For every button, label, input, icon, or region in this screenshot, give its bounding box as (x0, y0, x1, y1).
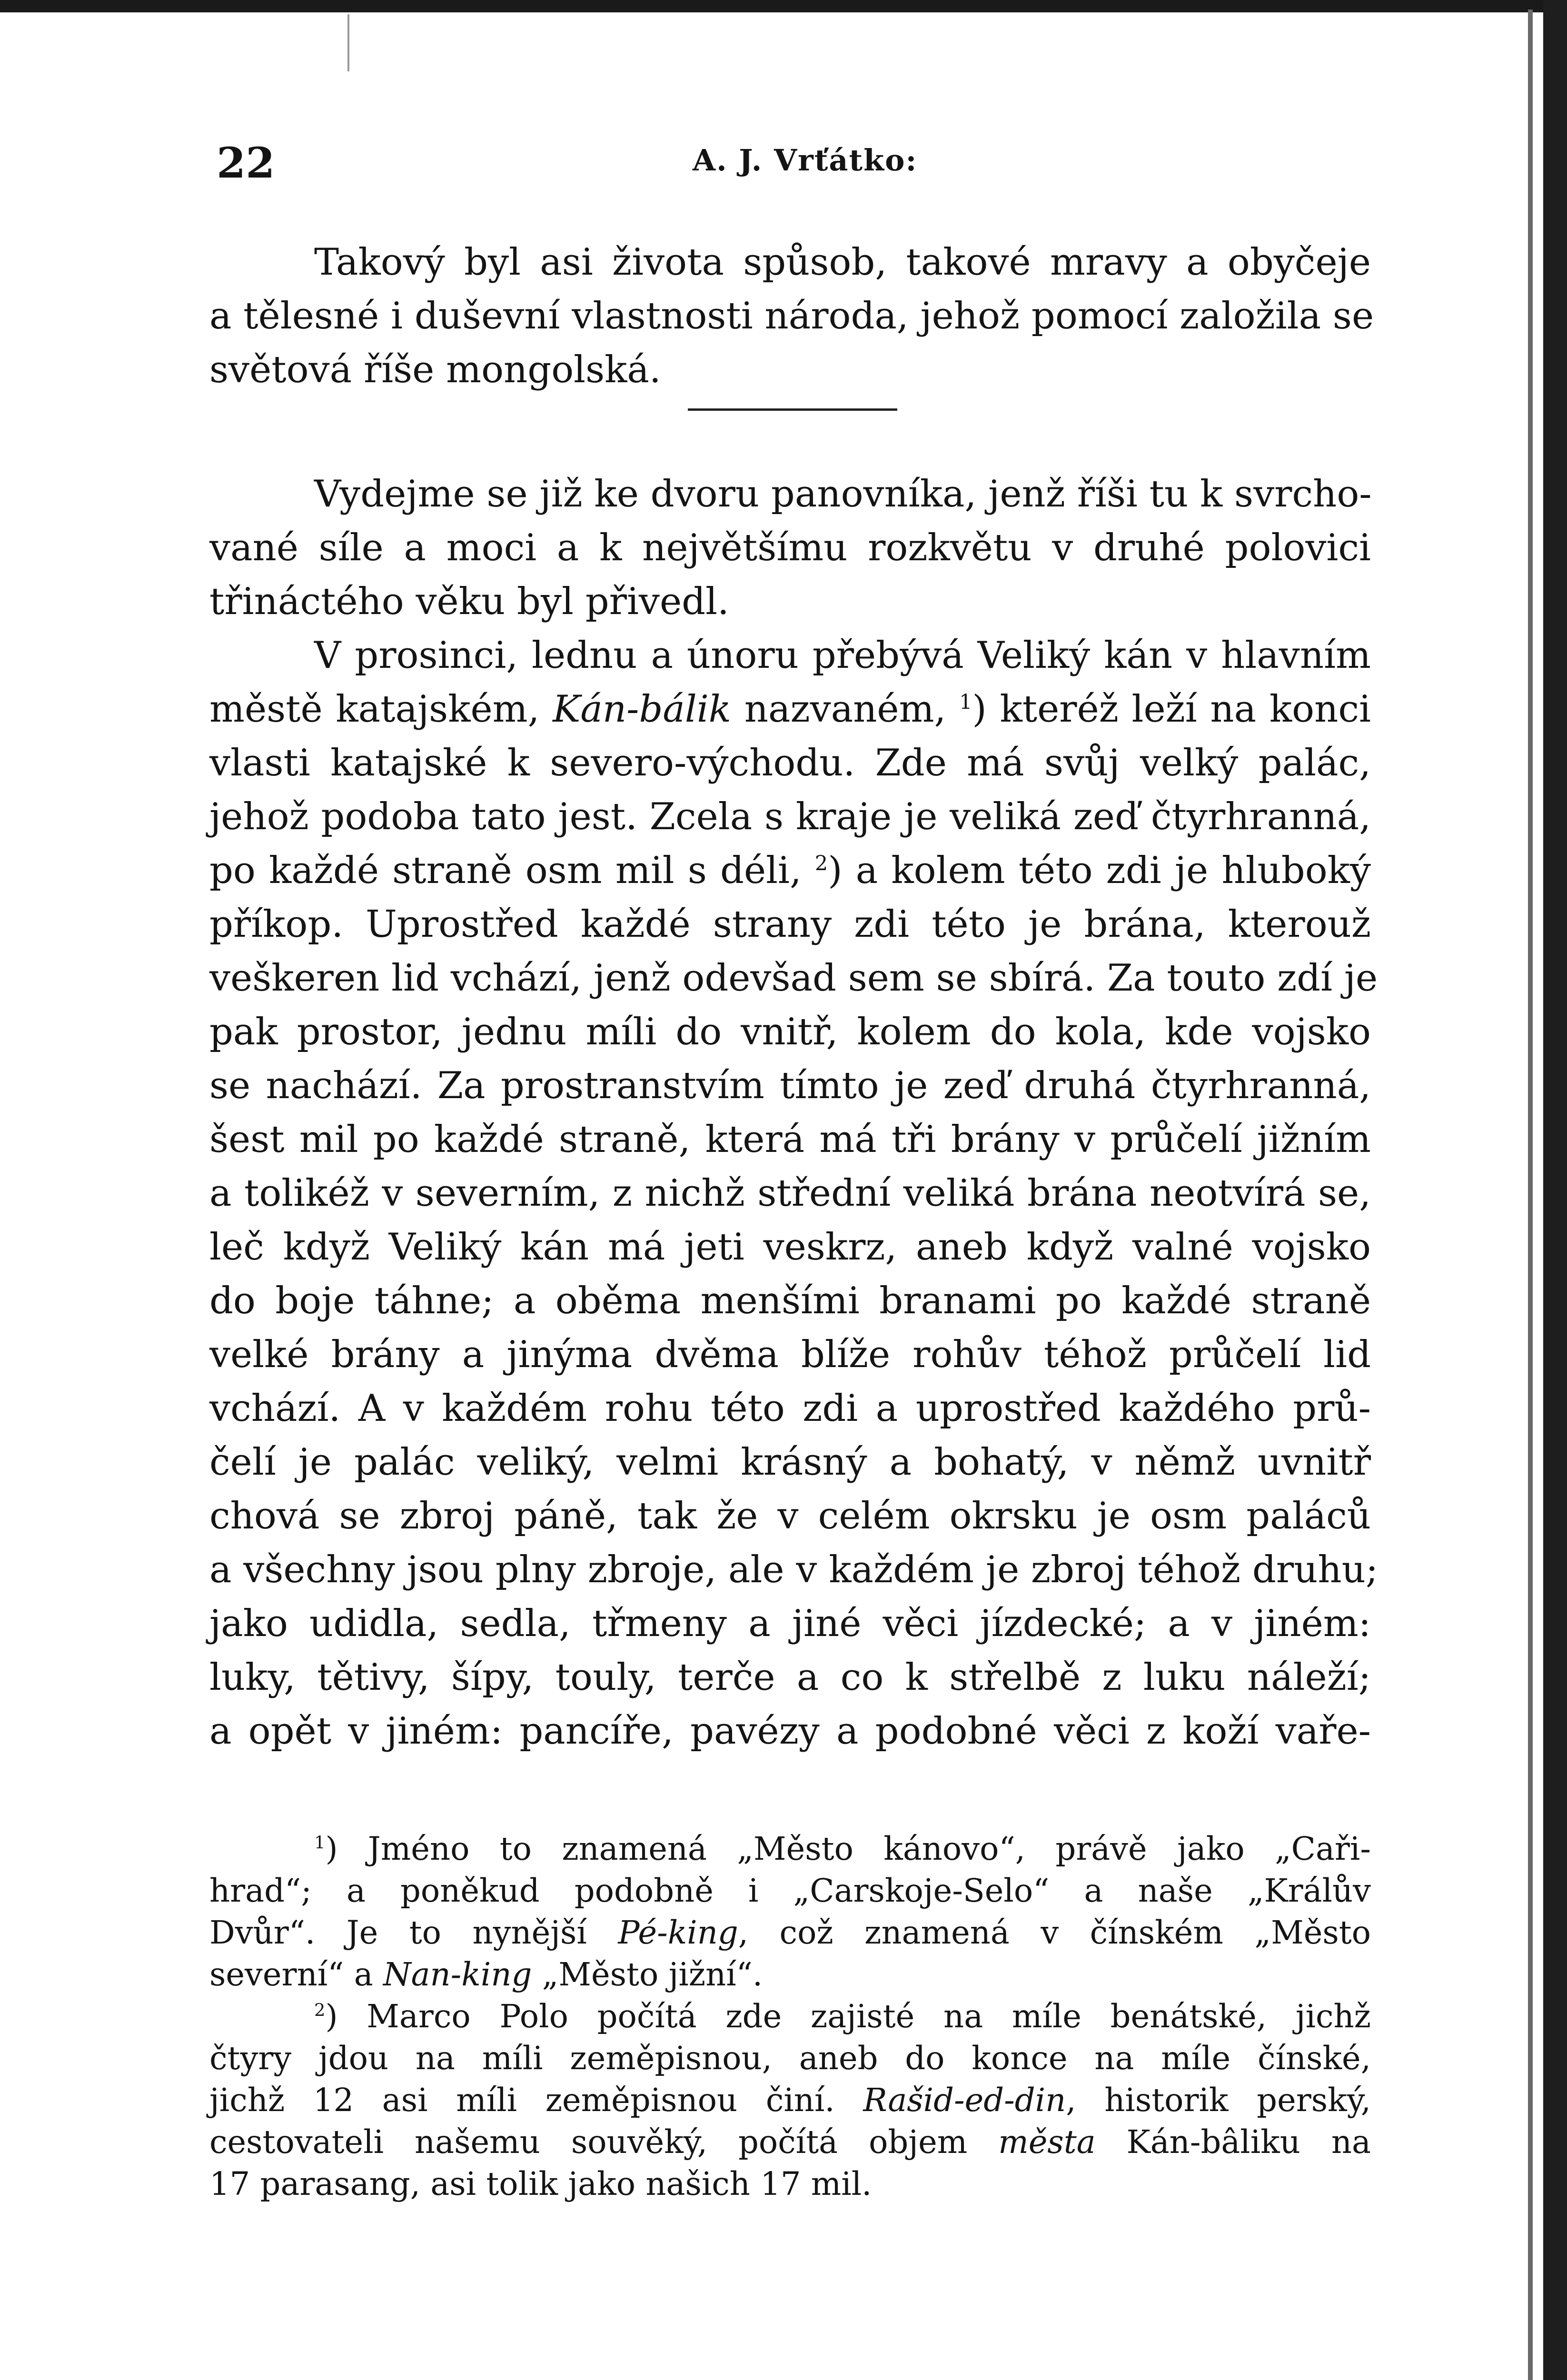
footnote-1-line (209, 1912, 1371, 1954)
text-line: a tolikéž v severním, z nichž střední veliká brána neotvírá se, (209, 1172, 1371, 1215)
text-line: se nachází. Za prostranstvím tímto je zeď druhá čtyrhranná, (209, 1064, 1371, 1107)
text-line: leč když Veliký kán má jeti veskrz, aneb když valné vojsko (209, 1226, 1371, 1269)
text-line: čelí je palác veliký, velmi krásný a bohatý, v němž uvnitř (209, 1441, 1371, 1484)
text-line: šest mil po každé straně, která má tři brány v průčelí jižním (209, 1118, 1371, 1161)
text-segment: Dvůr“. Je to nynější (209, 1914, 618, 1951)
text-line: vané síle a moci a k největšímu rozkvětu v druhé polovici (209, 526, 1371, 569)
text-segment: nazvaném, (731, 688, 960, 731)
text-segment: městě katajském, (209, 688, 553, 731)
text-line: chová se zbroj páně, tak že v celém okrsku je osm paláců (209, 1495, 1371, 1537)
text-line: veškeren lid vchází, jenž odevšad sem se sbírá. Za touto zdí je (209, 957, 1378, 1000)
text-line: Vydejme se již ke dvoru panovníka, jenž říši tu k svrcho- (314, 473, 1372, 516)
text-segment: „Město jižní“. (532, 1956, 763, 1993)
text-line (209, 683, 1371, 736)
text-line: vlasti katajské k severo-východu. Zde má svůj velký palác, (209, 742, 1371, 784)
person-name-italic: Rašid-ed-din (863, 2082, 1066, 2119)
text-segment: ) Jméno to znamená „Město kánovo“, právě jako „Caři- (325, 1830, 1371, 1867)
text-line (209, 844, 1371, 898)
text-segment: jichž 12 asi míli zeměpisnou činí. (209, 2082, 863, 2119)
text-segment: , což znamená v čínském „Město (738, 1914, 1371, 1951)
text-segment: , historik perský, (1066, 2082, 1371, 2119)
page-number: 22 (217, 138, 275, 188)
paragraph-2 (209, 467, 1371, 629)
text-line: třináctého věku byl přivedl. (209, 580, 729, 623)
text-line: a opět v jiném: pancíře, pavézy a podobné věci z koží vaře- (209, 1710, 1371, 1753)
footnote-2-line: čtyry jdou na míli zeměpisnou, aneb do konce na míle čínské, (209, 2040, 1371, 2077)
page-header (217, 138, 1369, 190)
text-segment: po každé straně osm mil s déli, (209, 849, 815, 892)
text-line: a tělesné i duševní vlastnosti národa, jehož pomocí založila se (209, 295, 1374, 337)
footnote-2-line (209, 2121, 1371, 2163)
text-line: jehož podoba tato jest. Zcela s kraje je veliká zeď čtyrhranná, (209, 795, 1371, 838)
footnote-2-line (209, 2079, 1371, 2121)
place-name-italic: Kán-bálik (553, 688, 732, 731)
running-head: A. J. Vrťátko: (693, 143, 918, 178)
text-line: Takový byl asi života spůsob, takové mravy a obyčeje (314, 241, 1371, 284)
footnote-2-line (209, 1995, 1371, 2037)
paragraph-3 (209, 629, 1379, 1758)
text-line: do boje táhne; a oběma menšími branami po každé straně (209, 1279, 1371, 1322)
scan-frame-top (0, 0, 1567, 12)
text-segment: Kán-bâliku na (1095, 2123, 1371, 2161)
text-line: vchází. A v každém rohu této zdi a uprostřed každého prů- (209, 1387, 1371, 1430)
scan-frame-edge (1528, 10, 1533, 2380)
scan-mark (347, 14, 349, 71)
place-name-italic: Nan-king (383, 1956, 532, 1993)
text-line: pak prostor, jednu míli do vnitř, kolem do kola, kde vojsko (209, 1011, 1371, 1053)
scan-frame-right (1543, 0, 1567, 2380)
text-line: velké brány a jinýma dvěma blíže rohův téhož průčelí lid (209, 1333, 1371, 1376)
text-line: a všechny jsou plny zbroje, ale v každém je zbroj téhož druhu; (209, 1548, 1379, 1591)
footnotes (209, 1828, 1371, 2205)
section-divider (688, 408, 897, 411)
footnote-2-label: 2 (314, 2000, 326, 2021)
place-name-italic: Pé-king (618, 1914, 738, 1951)
text-line: příkop. Uprostřed každé strany zdi této je brána, kterouž (209, 903, 1371, 946)
text-segment: severní“ a (209, 1956, 383, 1993)
text-line: světová říše mongolská. (209, 348, 661, 391)
text-segment: ) Marco Polo počítá zde zajisté na míle benátské, jichž (325, 1998, 1371, 2035)
footnote-1-line (209, 1828, 1371, 1870)
footnote-1-line (209, 1954, 1371, 1995)
footnote-ref-2[interactable]: 2 (814, 852, 828, 875)
text-segment: ) a kolem této zdi je hluboký (828, 849, 1371, 892)
footnote-ref-1[interactable]: 1 (959, 690, 972, 714)
footnote-2-line: 17 parasang, asi tolik jako našich 17 mil. (209, 2165, 872, 2202)
emphasis-italic: města (998, 2123, 1096, 2161)
text-segment: cestovateli našemu souvěký, počítá objem (209, 2123, 999, 2161)
text-line: V prosinci, lednu a únoru přebývá Veliký kán v hlavním (314, 634, 1371, 677)
paragraph-1 (209, 236, 1374, 397)
footnote-1-label: 1 (314, 1832, 326, 1853)
footnote-1-line: hrad“; a poněkud podobně i „Carskoje-Selo“ a naše „Králův (209, 1872, 1371, 1909)
text-line: jako udidla, sedla, třmeny a jiné věci jízdecké; a v jiném: (209, 1602, 1371, 1645)
text-segment: ) kteréž leží na konci (972, 688, 1371, 731)
text-line: luky, tětivy, šípy, touly, terče a co k střelbě z luku náleží; (209, 1656, 1371, 1699)
